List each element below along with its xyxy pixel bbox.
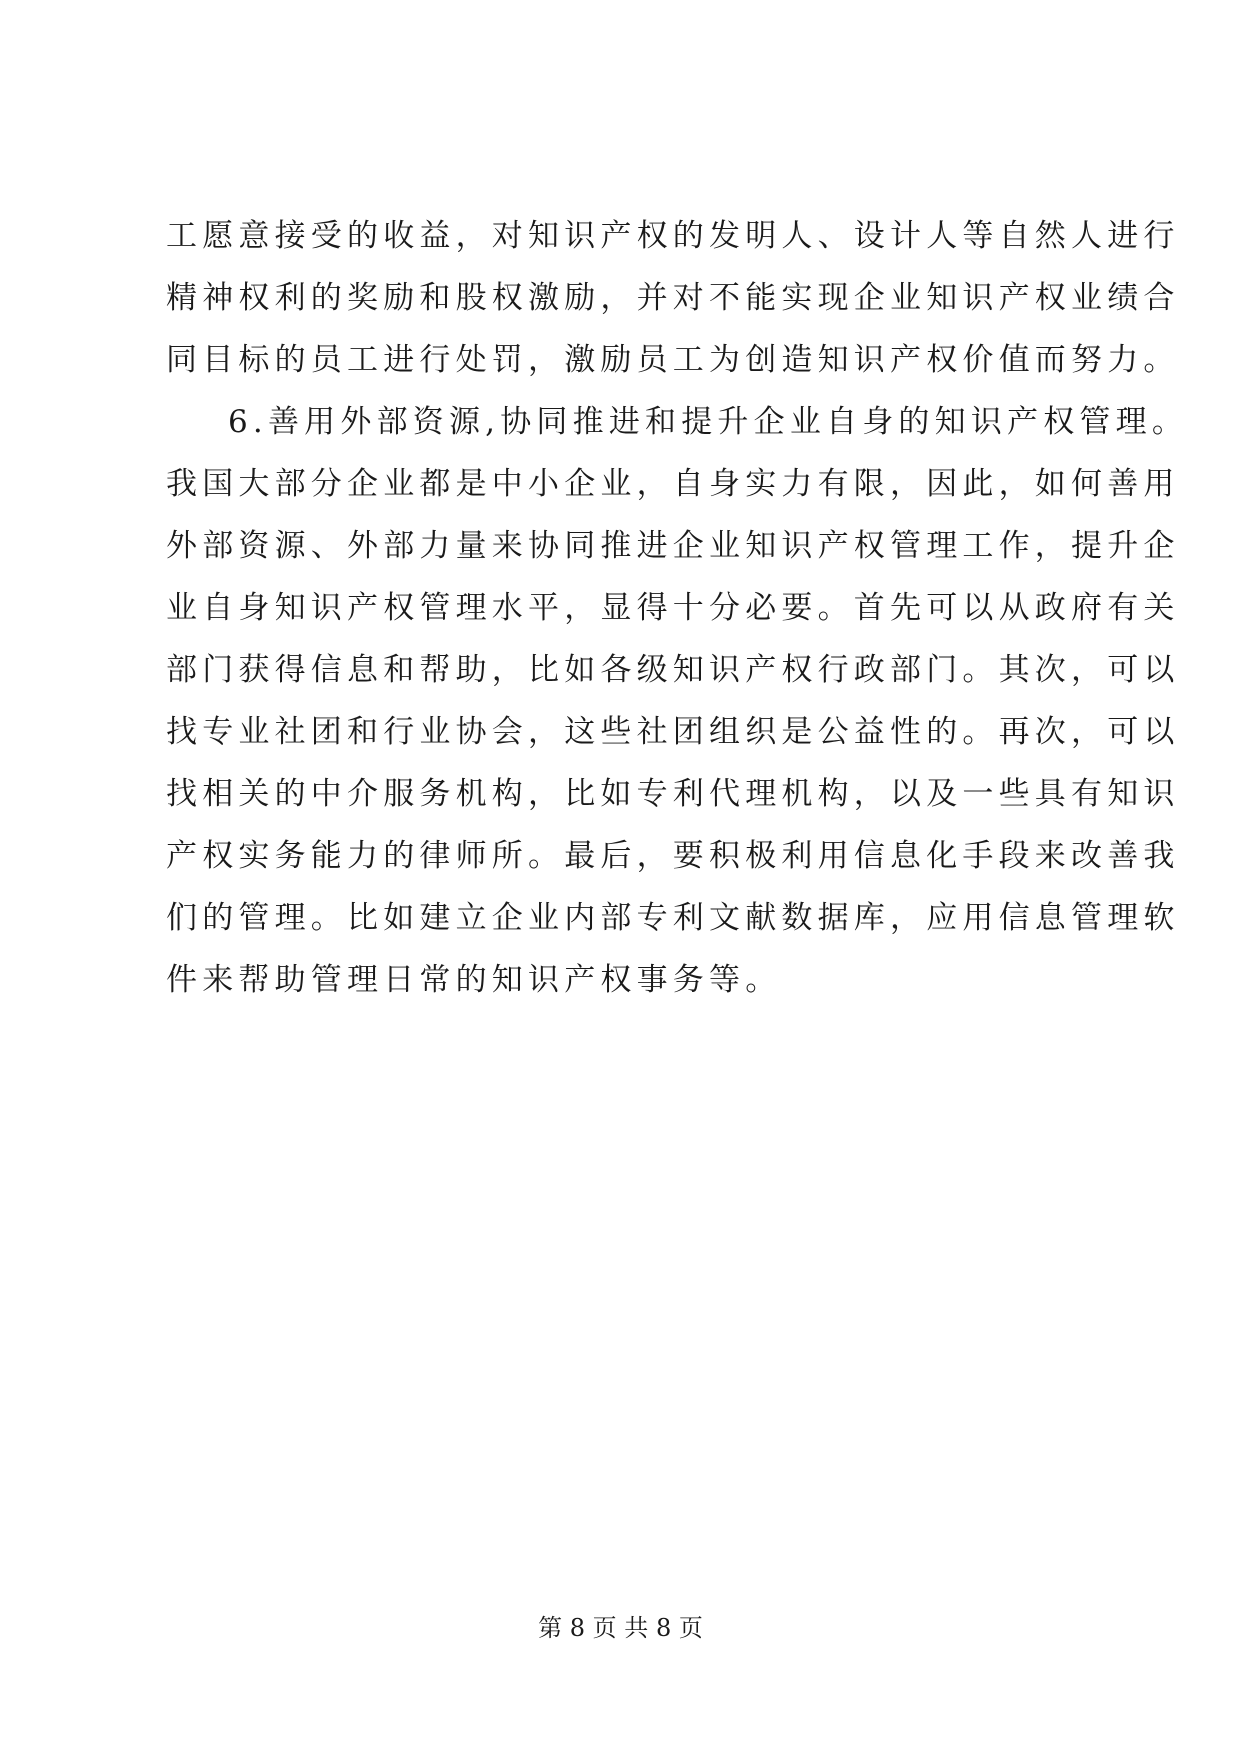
- page-number-footer: 第 8 页 共 8 页: [538, 1614, 703, 1642]
- text-line-7: 业自身知识产权管理水平，显得十分必要。首先可以从政府有关: [166, 590, 1180, 626]
- text-line-3: 同目标的员工进行处罚，激励员工为创造知识产权价值而努力。: [166, 342, 1180, 378]
- text-line-11: 产权实务能力的律师所。最后，要积极利用信息化手段来改善我: [166, 838, 1180, 874]
- text-line-13: 件来帮助管理日常的知识产权事务等。: [166, 962, 782, 998]
- text-line-12: 们的管理。比如建立企业内部专利文献数据库，应用信息管理软: [166, 900, 1180, 936]
- text-line-5: 我国大部分企业都是中小企业，自身实力有限，因此，如何善用: [166, 466, 1180, 502]
- text-line-9: 找专业社团和行业协会，这些社团组织是公益性的。再次，可以: [166, 714, 1180, 750]
- body-text: [166, 205, 1189, 1011]
- text-line-1: 工愿意接受的收益，对知识产权的发明人、设计人等自然人进行: [166, 218, 1180, 254]
- text-line-6: 外部资源、外部力量来协同推进企业知识产权管理工作，提升企: [166, 528, 1180, 564]
- text-line-2: 精神权利的奖励和股权激励，并对不能实现企业知识产权业绩合: [166, 280, 1180, 316]
- text-line-8: 部门获得信息和帮助，比如各级知识产权行政部门。其次，可以: [166, 652, 1180, 688]
- section-heading-6: 6.善用外部资源,协同推进和提升企业自身的知识产权管理。: [228, 404, 1189, 440]
- text-line-10: 找相关的中介服务机构，比如专利代理机构，以及一些具有知识: [166, 776, 1180, 812]
